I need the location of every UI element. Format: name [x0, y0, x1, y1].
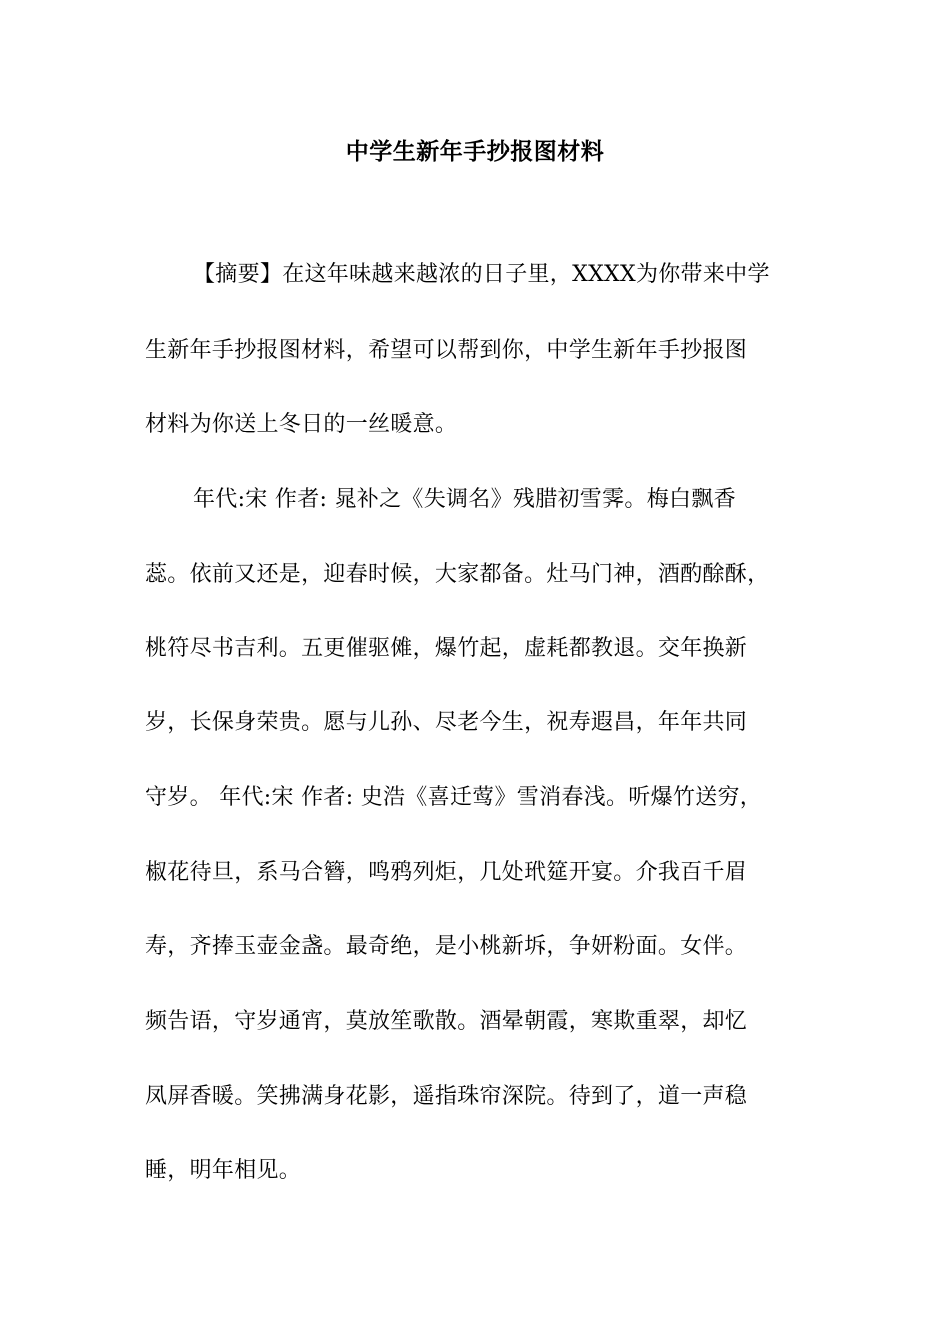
paragraph-line: 【摘要】在这年味越来越浓的日子里，XXXX为你带来中学 [193, 262, 770, 287]
paragraph-line: 生新年手抄报图材料，希望可以帮到你，中学生新年手抄报图 [145, 338, 748, 363]
paragraph-line: 守岁。 年代:宋 作者: 史浩《喜迁莺》雪消春浅。听爆竹送穷， [145, 785, 763, 810]
paragraph-line: 桃符尽书吉利。五更催驱傩，爆竹起，虚耗都教退。交年换新 [145, 636, 748, 661]
paragraph-line: 椒花待旦，系马合簪，鸣鸦列炬，几处玳筵开宴。介我百千眉 [145, 860, 748, 885]
paragraph-line: 寿，齐捧玉壶金盏。最奇绝，是小桃新坼，争妍粉面。女伴。 [145, 934, 748, 959]
paragraph-line: 睡，明年相见。 [145, 1158, 302, 1183]
paragraph-line: 材料为你送上冬日的一丝暖意。 [145, 412, 458, 437]
paragraph-line: 凤屏香暖。笑拂满身花影，遥指珠帘深院。待到了，道一声稳 [145, 1084, 748, 1109]
paragraph-line: 频告语，守岁通宵，莫放笙歌散。酒晕朝霞，寒欺重翠，却忆 [145, 1009, 748, 1034]
paragraph-line: 年代:宋 作者: 晁补之《失调名》残腊初雪霁。梅白飘香 [193, 487, 736, 512]
paragraph-line: 岁，长保身荣贵。愿与儿孙、尽老今生，祝寿遐昌，年年共同 [145, 710, 748, 735]
document-title: 中学生新年手抄报图材料 [345, 138, 605, 165]
paragraph-line: 蕊。依前又还是，迎春时候，大家都备。灶马门神，酒酌酴酥， [145, 562, 770, 587]
